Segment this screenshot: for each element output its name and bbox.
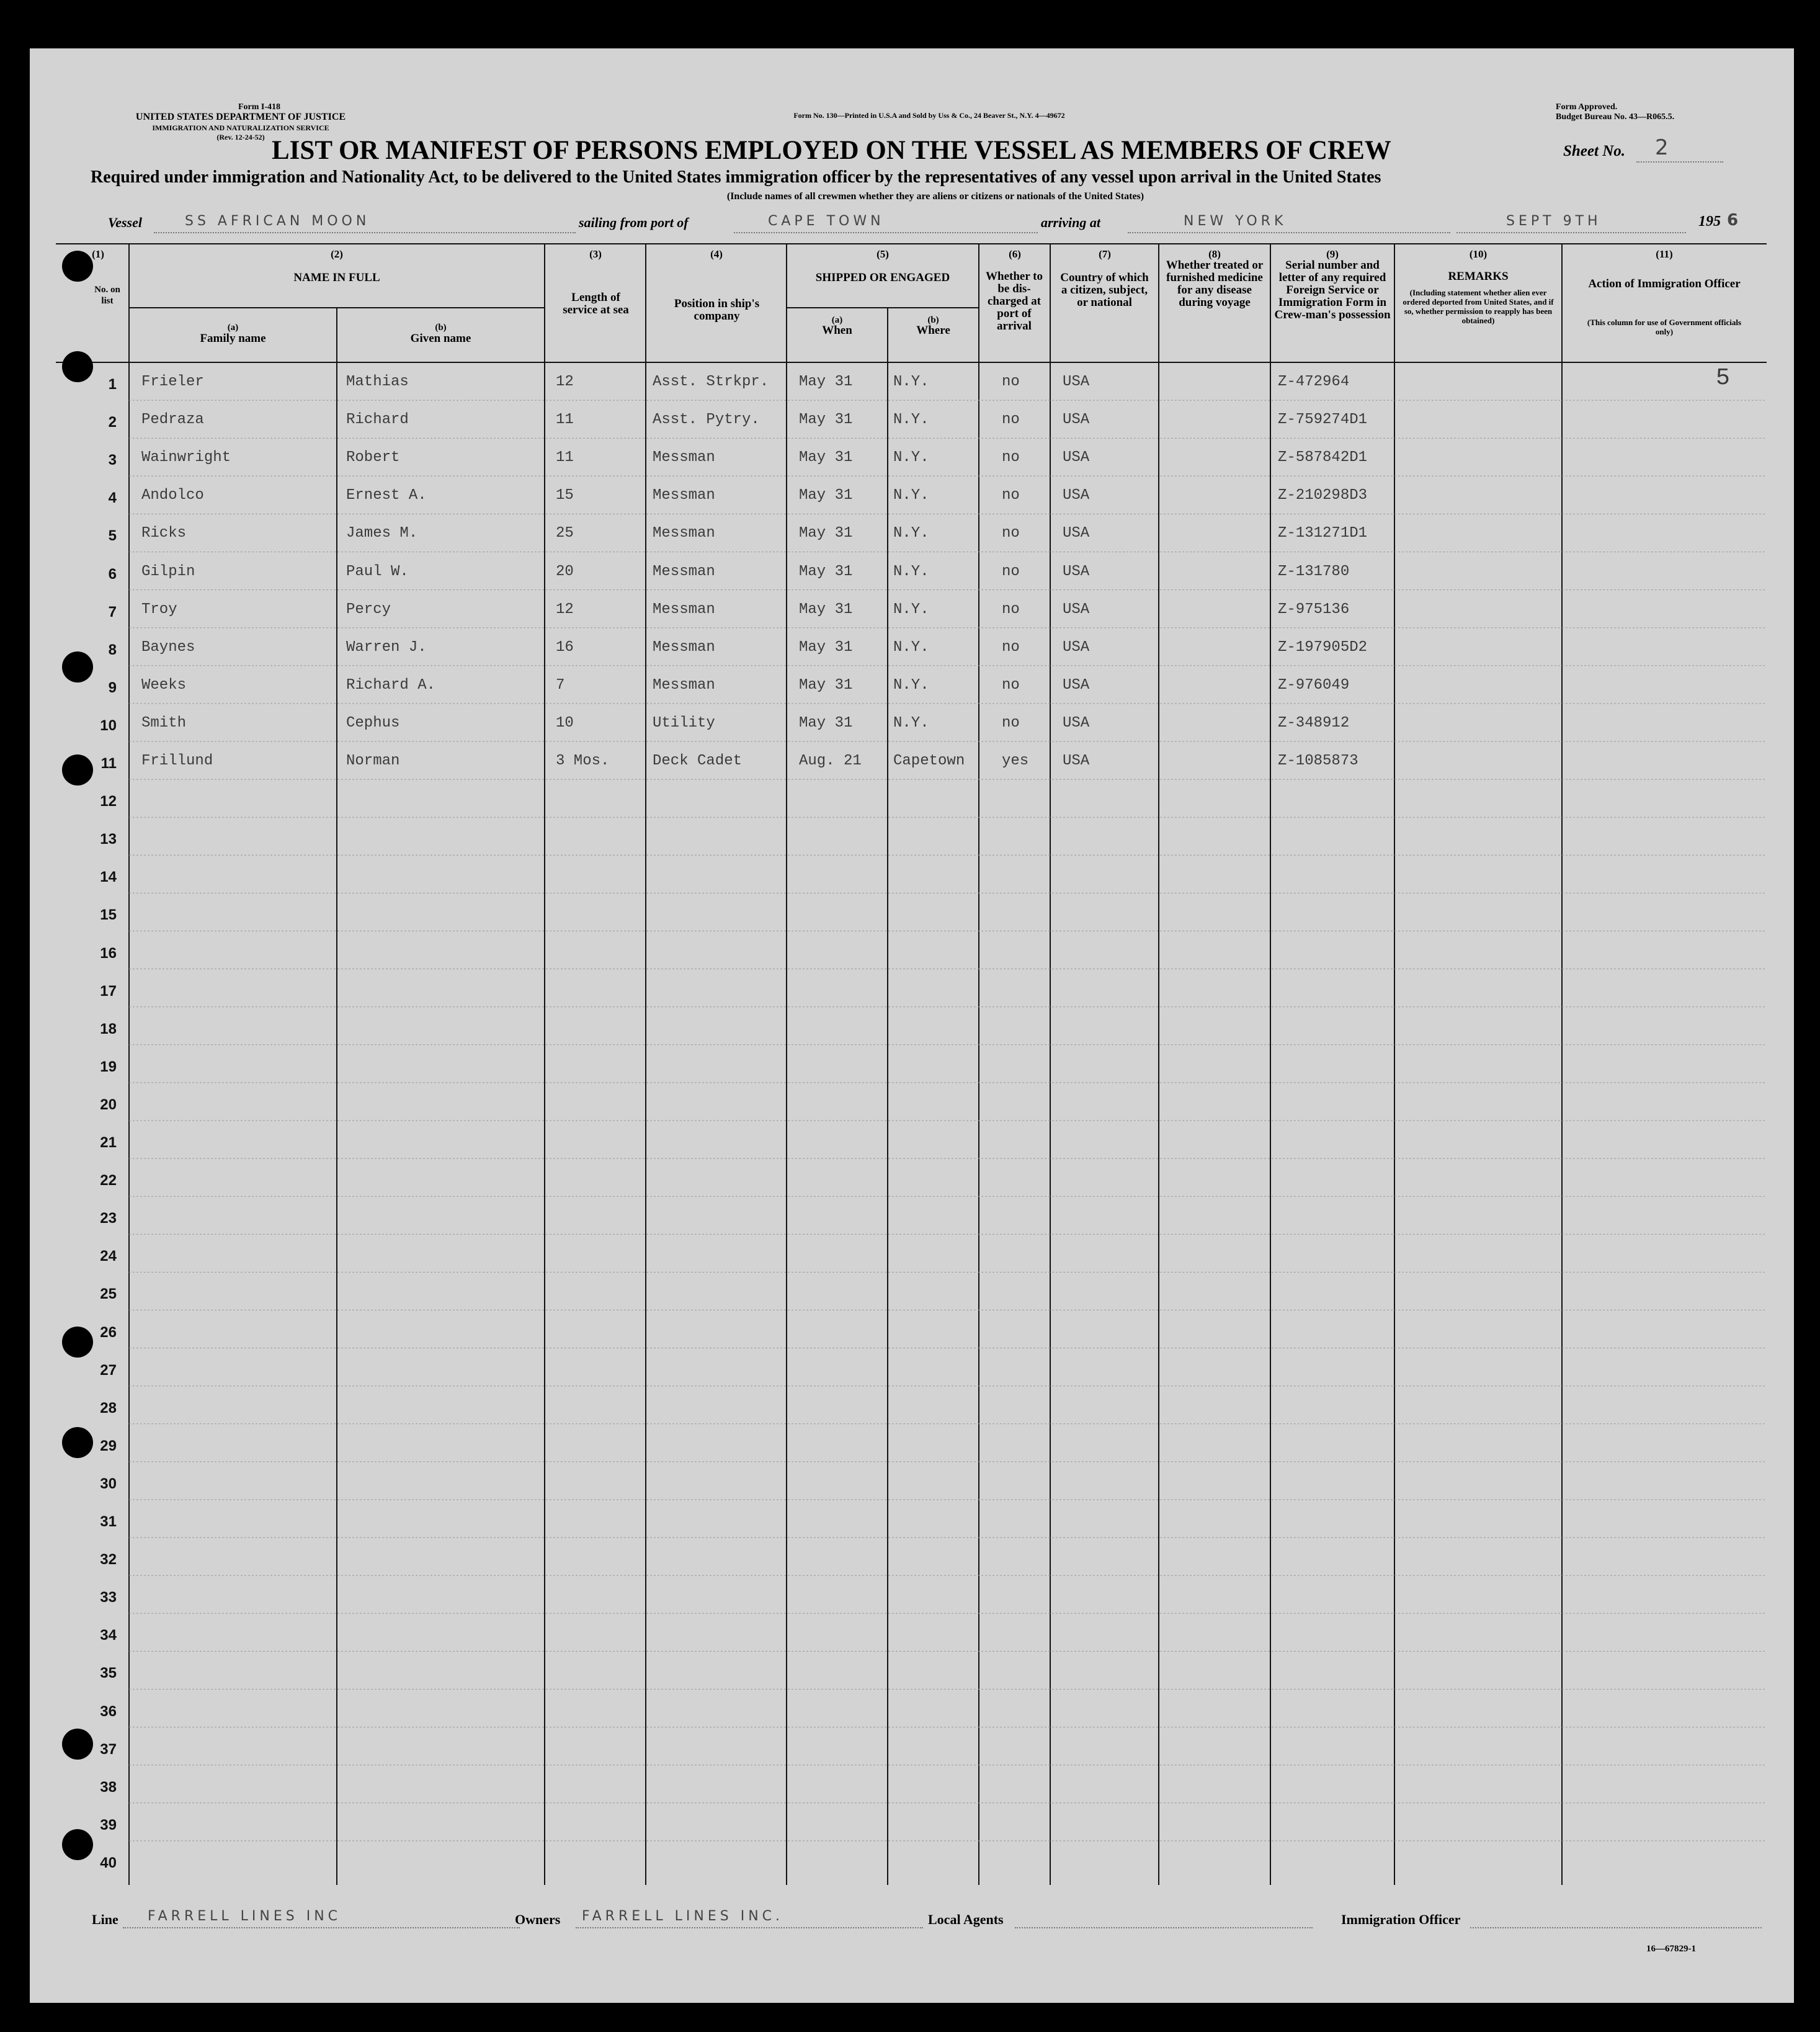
page-mark: 5: [1716, 365, 1730, 392]
cell-country: USA: [1063, 638, 1090, 656]
row-number: 27: [100, 1361, 117, 1379]
row-number: 38: [100, 1778, 117, 1796]
cell-country: USA: [1063, 411, 1090, 429]
col-head-when-letter: (a): [831, 315, 843, 325]
cell-discharged: no: [1002, 411, 1020, 429]
row-number: 23: [100, 1210, 117, 1227]
col-head-remarks: REMARKS: [1448, 270, 1509, 283]
row-number: 34: [100, 1627, 117, 1644]
cell-family: Weeks: [141, 676, 187, 694]
cell-position: Messman: [653, 487, 715, 504]
row-number: 39: [100, 1816, 117, 1833]
form-code: 16—67829-1: [1646, 1944, 1696, 1954]
cell-discharged: no: [1002, 601, 1020, 618]
row-number: 8: [108, 641, 117, 658]
cell-country: USA: [1063, 714, 1090, 732]
row-number: 30: [100, 1475, 117, 1492]
punch-hole: [62, 1829, 93, 1860]
col-num-10: (10): [1469, 248, 1488, 260]
row-number: 7: [108, 603, 117, 620]
col-head-name: NAME IN FULL: [293, 271, 380, 284]
cell-family: Wainwright: [141, 449, 231, 467]
cell-when: May 31: [799, 563, 853, 580]
cell-position: Messman: [653, 563, 715, 580]
sailing-port: CAPE TOWN: [768, 213, 885, 229]
cell-discharged: no: [1002, 374, 1020, 390]
cell-where: N.Y.: [893, 487, 929, 504]
cell-discharged: no: [1002, 638, 1020, 656]
footer-owners-label: Owners: [515, 1912, 561, 1927]
cell-family: Troy: [141, 601, 177, 618]
cell-length: 20: [556, 563, 574, 580]
sheet-number: 2: [1655, 135, 1672, 160]
cell-family: Baynes: [141, 638, 195, 656]
arriving-port: NEW YORK: [1184, 213, 1287, 229]
row-number: 6: [108, 565, 117, 583]
cell-country: USA: [1063, 753, 1090, 769]
cell-where: N.Y.: [893, 411, 929, 429]
footer-officer-label: Immigration Officer: [1341, 1912, 1461, 1927]
cell-length: 11: [556, 449, 574, 467]
col-num-5: (5): [877, 248, 889, 260]
row-number: 5: [108, 527, 117, 545]
col-head-action: Action of Immigration Officer: [1588, 277, 1741, 290]
row-number: 21: [100, 1134, 117, 1151]
cell-position: Deck Cadet: [653, 753, 743, 769]
cell-discharged: no: [1002, 563, 1020, 580]
col-head-country: Country of which a citizen, subject, or national: [1060, 271, 1149, 309]
footer-officer-underline: [1470, 1927, 1762, 1928]
cell-when: May 31: [799, 449, 853, 467]
cell-country: USA: [1063, 601, 1090, 618]
cell-family: Frillund: [141, 753, 213, 769]
cell-length: 7: [556, 676, 565, 694]
service: IMMIGRATION AND NATURALIZATION SERVICE: [152, 123, 329, 132]
cell-serial: Z-210298D3: [1278, 487, 1368, 504]
row-number: 26: [100, 1323, 117, 1341]
cell-given: Warren J.: [346, 638, 427, 656]
col-num-11: (11): [1656, 248, 1673, 260]
cell-where: N.Y.: [893, 601, 929, 618]
row-number: 10: [100, 717, 117, 734]
row-number: 31: [100, 1513, 117, 1530]
cell-given: Cephus: [346, 714, 400, 732]
sailing-label: sailing from port of: [579, 215, 689, 230]
cell-given: James M.: [346, 525, 418, 542]
cell-discharged: yes: [1002, 753, 1029, 769]
cell-discharged: no: [1002, 449, 1020, 467]
punch-hole: [62, 1729, 93, 1760]
cell-discharged: no: [1002, 487, 1020, 504]
row-number: 33: [100, 1589, 117, 1606]
cell-family: Smith: [141, 714, 187, 732]
footer-owners-value: FARRELL LINES INC.: [582, 1909, 784, 1924]
row-number: 24: [100, 1248, 117, 1265]
row-number: 19: [100, 1058, 117, 1075]
cell-when: May 31: [799, 601, 853, 618]
year-prefix: 195: [1698, 213, 1721, 230]
arrival-date: SEPT 9TH: [1506, 213, 1602, 229]
row-number: 29: [100, 1437, 117, 1454]
cell-when: May 31: [799, 525, 853, 542]
cell-when: Aug. 21: [799, 753, 862, 769]
col-head-shipped: SHIPPED OR ENGAGED: [815, 271, 950, 284]
col-head-family: Family name: [200, 332, 266, 345]
col-head-position: Position in ship's company: [674, 297, 760, 323]
row-number: 36: [100, 1703, 117, 1720]
row-number: 12: [100, 793, 117, 810]
col-head-family-letter: (a): [227, 323, 239, 333]
col-num-1: (1): [92, 248, 104, 260]
cell-length: 12: [556, 374, 574, 390]
col-num-6: (6): [1009, 248, 1021, 260]
manifest-sheet: [30, 48, 1794, 2003]
sheet-label: Sheet No.: [1563, 143, 1625, 159]
footer-owners-underline: [576, 1927, 923, 1928]
cell-given: Norman: [346, 753, 400, 769]
cell-length: 16: [556, 638, 574, 656]
cell-where: N.Y.: [893, 714, 929, 732]
arriving-label: arriving at: [1041, 215, 1100, 230]
col-head-action-note: (This column for use of Government officials only): [1587, 318, 1742, 336]
col-head-given: Given name: [410, 332, 471, 345]
row-number: 37: [100, 1740, 117, 1758]
cell-country: USA: [1063, 374, 1090, 390]
col-head-discharged: Whether to be dis-charged at port of arrival: [986, 270, 1043, 333]
cell-length: 25: [556, 525, 574, 542]
cell-serial: Z-975136: [1278, 601, 1350, 618]
cell-position: Asst. Pytry.: [653, 411, 760, 429]
col-head-remarks-note: (Including statement whether alien ever ordered deported from United States, and if so, whether permission to reapply has been obtained): [1403, 288, 1554, 325]
revision: (Rev. 12-24-52): [216, 133, 265, 141]
cell-serial: Z-348912: [1278, 714, 1350, 732]
cell-length: 12: [556, 601, 574, 618]
row-number: 25: [100, 1286, 117, 1303]
row-number: 16: [100, 944, 117, 962]
page-title: LIST OR MANIFEST OF PERSONS EMPLOYED ON THE VESSEL AS MEMBERS OF CREW: [272, 136, 1391, 165]
row-number: 13: [100, 831, 117, 848]
row-number: 28: [100, 1399, 117, 1417]
approval-line-2: Budget Bureau No. 43—R065.5.: [1556, 112, 1675, 122]
cell-country: USA: [1063, 563, 1090, 580]
approval-line-1: Form Approved.: [1556, 102, 1618, 112]
cell-given: Paul W.: [346, 563, 409, 580]
cell-family: Gilpin: [141, 563, 195, 580]
printer-note: Form No. 130—Printed in U.S.A and Sold by Uss & Co., 24 Beaver St., N.Y. 4—49672: [793, 111, 1065, 120]
cell-position: Messman: [653, 601, 715, 618]
cell-when: May 31: [799, 487, 853, 504]
col-num-4: (4): [710, 248, 723, 260]
cell-given: Richard A.: [346, 676, 436, 694]
cell-position: Messman: [653, 638, 715, 656]
cell-where: N.Y.: [893, 676, 929, 694]
col-head-when: When: [822, 324, 852, 337]
row-number: 20: [100, 1096, 117, 1113]
cell-serial: Z-759274D1: [1278, 411, 1368, 429]
cell-where: N.Y.: [893, 563, 929, 580]
cell-serial: Z-587842D1: [1278, 449, 1368, 467]
footer-agents-label: Local Agents: [928, 1912, 1004, 1927]
cell-discharged: no: [1002, 525, 1020, 542]
cell-when: May 31: [799, 676, 853, 694]
cell-when: May 31: [799, 638, 853, 656]
col-head-no: No. on list: [94, 285, 120, 306]
col-head-where-letter: (b): [927, 315, 939, 325]
form-id: Form I-418: [238, 102, 281, 112]
punch-hole: [62, 251, 93, 282]
cell-given: Robert: [346, 449, 400, 467]
vessel-label: Vessel: [108, 215, 142, 230]
cell-family: Frieler: [141, 374, 204, 390]
cell-when: May 31: [799, 374, 853, 390]
row-number: 4: [108, 490, 117, 507]
cell-when: May 31: [799, 411, 853, 429]
row-number: 18: [100, 1020, 117, 1037]
cell-position: Utility: [653, 714, 715, 732]
cell-given: Ernest A.: [346, 487, 427, 504]
row-number: 22: [100, 1172, 117, 1189]
cell-when: May 31: [799, 714, 853, 732]
cell-length: 10: [556, 714, 574, 732]
row-number: 11: [100, 755, 117, 772]
col-num-8: (8): [1208, 248, 1221, 260]
cell-where: Capetown: [893, 753, 965, 769]
cell-given: Percy: [346, 601, 391, 618]
cell-position: Messman: [653, 676, 715, 694]
col-num-7: (7): [1099, 248, 1111, 260]
cell-position: Messman: [653, 525, 715, 542]
subnote: (Include names of all crewmen whether they are aliens or citizens or nationals of the United States): [726, 191, 1144, 202]
row-number: 2: [108, 414, 117, 431]
row-number: 35: [100, 1665, 117, 1682]
cell-serial: Z-131780: [1278, 563, 1350, 580]
cell-discharged: no: [1002, 676, 1020, 694]
footer-line-value: FARRELL LINES INC: [148, 1909, 342, 1924]
vessel-name: SS AFRICAN MOON: [185, 213, 370, 229]
cell-position: Messman: [653, 449, 715, 467]
cell-where: N.Y.: [893, 638, 929, 656]
department: UNITED STATES DEPARTMENT OF JUSTICE: [135, 112, 346, 122]
cell-serial: Z-976049: [1278, 676, 1350, 694]
cell-serial: Z-472964: [1278, 374, 1350, 390]
row-number: 32: [100, 1551, 117, 1569]
cell-length: 15: [556, 487, 574, 504]
row-number: 9: [108, 679, 117, 696]
punch-hole: [62, 651, 93, 683]
year-suffix: 6: [1727, 211, 1742, 230]
cell-family: Andolco: [141, 487, 204, 504]
cell-serial: Z-131271D1: [1278, 525, 1368, 542]
col-num-2: (2): [331, 248, 343, 260]
cell-country: USA: [1063, 449, 1090, 467]
cell-serial: Z-1085873: [1278, 753, 1358, 769]
cell-given: Richard: [346, 411, 409, 429]
cell-discharged: no: [1002, 714, 1020, 732]
cell-where: N.Y.: [893, 525, 929, 542]
col-head-given-letter: (b): [435, 323, 447, 333]
row-number: 3: [108, 452, 117, 469]
col-num-3: (3): [589, 248, 602, 260]
cell-length: 11: [556, 411, 574, 429]
row-number: 40: [100, 1854, 117, 1871]
col-head-where: Where: [916, 324, 950, 337]
punch-hole: [62, 754, 93, 785]
punch-hole: [62, 1327, 93, 1358]
row-number: 17: [100, 982, 117, 1000]
cell-position: Asst. Strkpr.: [653, 374, 769, 390]
cell-family: Pedraza: [141, 411, 204, 429]
punch-hole: [62, 351, 93, 382]
cell-country: USA: [1063, 525, 1090, 542]
cell-where: N.Y.: [893, 449, 929, 467]
cell-where: N.Y.: [893, 374, 929, 390]
subtitle: Required under immigration and Nationality Act, to be delivered to the United States immigration officer by the representatives of any vessel upon arrival in the United States: [91, 168, 1381, 187]
col-head-length: Length of service at sea: [563, 291, 629, 316]
col-head-serial: Serial number and letter of any required Foreign Service or Immigration Form in Crew-man's possession: [1274, 259, 1391, 321]
col-num-9: (9): [1326, 248, 1339, 260]
row-number: 1: [108, 376, 117, 393]
cell-family: Ricks: [141, 525, 187, 542]
punch-hole: [62, 1427, 93, 1458]
row-number: 14: [100, 869, 117, 886]
cell-given: Mathias: [346, 374, 409, 390]
footer-line-label: Line: [92, 1912, 118, 1927]
cell-serial: Z-197905D2: [1278, 638, 1368, 656]
cell-country: USA: [1063, 676, 1090, 694]
footer-agents-underline: [1015, 1927, 1313, 1928]
row-number: 15: [100, 906, 117, 924]
cell-length: 3 Mos.: [556, 753, 610, 769]
col-head-medicine: Whether treated or furnished medicine for any disease during voyage: [1166, 259, 1264, 309]
cell-country: USA: [1063, 487, 1090, 504]
footer-line-underline: [123, 1927, 520, 1928]
